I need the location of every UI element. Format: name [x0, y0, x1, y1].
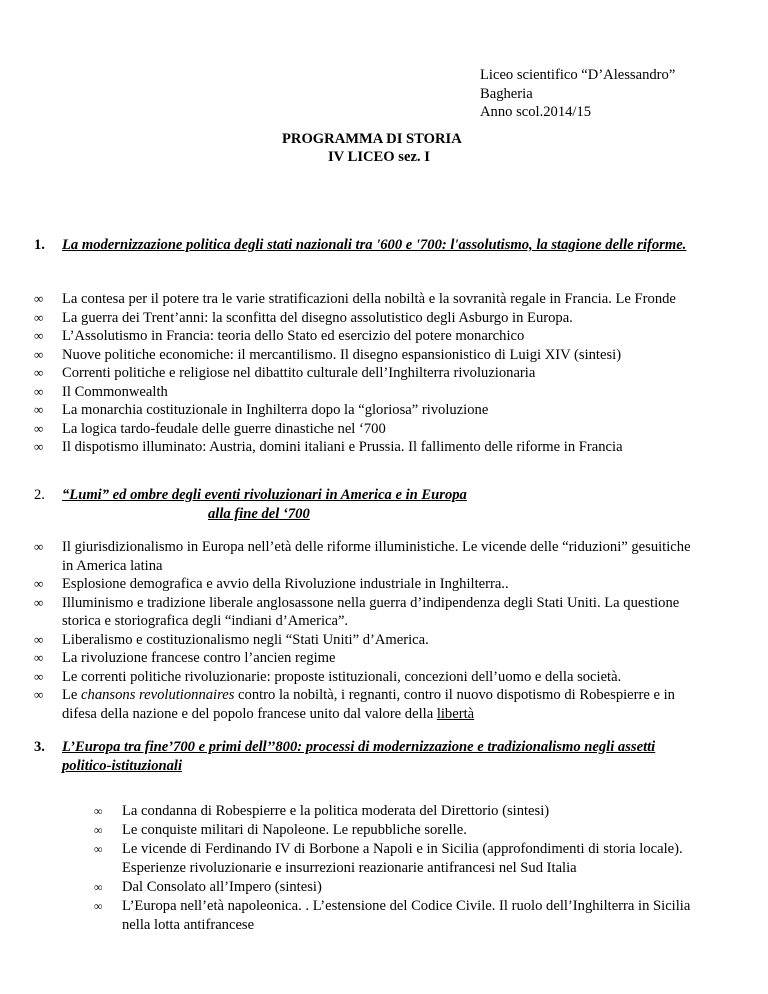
infinity-bullet-icon: ∞: [34, 687, 44, 702]
list-item: ∞ La guerra dei Trent’anni: la sconfitta del disegno assolutistico degli Asburgo in Europa.: [34, 309, 573, 326]
infinity-bullet-icon: ∞: [94, 842, 103, 856]
list-item: ∞ Esplosione demografica e avvio della Rivoluzione industriale in Inghilterra..: [34, 576, 509, 592]
list-item: ∞ L’Europa nell’età napoleonica. . L’estensione del Codice Civile. Il ruolo dell’Inghilterra in Sicilia nella lotta antifrancese: [94, 898, 691, 933]
section-1-number: 1.: [34, 237, 45, 253]
section-1-list: [34, 290, 702, 457]
school-city: Bagheria: [480, 85, 533, 102]
section-2-title-line-1: “Lumi” ed ombre degli eventi rivoluzionari in America e in Europa: [62, 487, 467, 503]
infinity-bullet-icon: ∞: [94, 804, 103, 818]
infinity-bullet-icon: ∞: [94, 899, 103, 913]
list-item: ∞ Dal Consolato all’Impero (sintesi): [94, 879, 322, 895]
section-3-list: [94, 802, 702, 935]
infinity-bullet-icon: ∞: [34, 365, 44, 380]
infinity-bullet-icon: ∞: [34, 420, 44, 436]
infinity-bullet-icon: ∞: [34, 439, 44, 454]
infinity-bullet-icon: ∞: [34, 346, 44, 362]
list-item: ∞ Illuminismo e tradizione liberale anglosassone nella guerra d’indipendenza degli Stati Uniti. La questione storica e storiografica degli “indiani d’America”.: [34, 594, 680, 629]
infinity-bullet-icon: ∞: [34, 383, 44, 399]
list-item: ∞ Il dispotismo illuminato: Austria, domini italiani e Prussia. Il fallimento delle riforme in Francia: [34, 439, 623, 455]
list-item: ∞ La monarchia costituzionale in Inghilterra dopo la “gloriosa” rivoluzione: [34, 402, 489, 418]
infinity-bullet-icon: ∞: [34, 668, 44, 684]
section-3-title: [34, 738, 702, 775]
list-item: ∞ La contesa per il potere tra le varie stratificazioni della nobiltà e la sovranità regale in Francia. Le Fronde: [34, 291, 676, 307]
section-2-title: [34, 486, 702, 523]
section-1-title: [34, 236, 702, 255]
section-1-title-text: La modernizzazione politica degli stati nazionali tra '600 e '700: l'assolutismo, la stagione delle riforme.: [62, 237, 687, 253]
infinity-bullet-icon: ∞: [34, 291, 44, 306]
title-line-2: IV LICEO sez. I: [328, 149, 430, 165]
list-item: ∞ Le chansons revolutionnaires contro la nobiltà, i regnanti, contro il nuovo dispotismo di Robespierre e in difesa della nazione e del popolo francese unito dal valore della libertà: [34, 687, 675, 722]
school-year: Anno scol.2014/15: [480, 104, 592, 120]
infinity-bullet-icon: ∞: [94, 880, 103, 894]
school-name: Liceo scientifico “D’Alessandro”: [480, 67, 676, 83]
list-item: ∞ Correnti politiche e religiose nel dibattito culturale dell’Inghilterra rivoluzionaria: [34, 365, 536, 381]
list-item: ∞ Le vicende di Ferdinando IV di Borbone a Napoli e in Sicilia (approfondimenti di storia locale). Esperienze rivoluzionarie e insurrezioni reazionarie antifrancesi nel Sud Italia: [94, 841, 683, 876]
list-item: ∞ Nuove politiche economiche: il mercantilismo. Il disegno espansionistico di Luigi XIV (sintesi): [34, 346, 622, 363]
infinity-bullet-icon: ∞: [34, 631, 44, 647]
list-item: ∞ La logica tardo-feudale delle guerre dinastiche nel ‘700: [34, 420, 386, 437]
italic-phrase: chansons revolutionnaires: [81, 687, 235, 703]
section-3-title-text: L’Europa tra fine’700 e primi dell’’800: processi di modernizzazione e tradizionalismo negli assetti politico-istituzionali: [62, 739, 656, 774]
infinity-bullet-icon: ∞: [34, 402, 44, 417]
school-header: [480, 66, 675, 122]
infinity-bullet-icon: ∞: [34, 539, 44, 554]
section-2-number: 2.: [34, 487, 45, 503]
infinity-bullet-icon: ∞: [94, 823, 103, 837]
section-2-title-line-2: alla fine del ‘700: [208, 505, 310, 522]
list-item: ∞ La rivoluzione francese contro l’ancien regime: [34, 650, 336, 666]
list-item: ∞ Il giurisdizionalismo in Europa nell’età delle riforme illuministiche. Le vicende delle “riduzioni” gesuitiche in America latina: [34, 539, 691, 574]
infinity-bullet-icon: ∞: [34, 594, 44, 610]
list-item: ∞ Le conquiste militari di Napoleone. Le repubbliche sorelle.: [94, 822, 467, 838]
section-3-number: 3.: [34, 739, 45, 755]
list-item: ∞ Il Commonwealth: [34, 383, 168, 400]
section-2-list: [34, 538, 702, 723]
infinity-bullet-icon: ∞: [34, 576, 44, 591]
list-item: ∞ L’Assolutismo in Francia: teoria dello Stato ed esercizio del potere monarchico: [34, 328, 525, 344]
list-item: ∞ Le correnti politiche rivoluzionarie: proposte istituzionali, concezioni dell’uomo e della società.: [34, 668, 622, 685]
infinity-bullet-icon: ∞: [34, 309, 44, 325]
infinity-bullet-icon: ∞: [34, 650, 44, 665]
list-item: ∞ La condanna di Robespierre e la politica moderata del Direttorio (sintesi): [94, 803, 550, 819]
list-item: ∞ Liberalismo e costituzionalismo negli “Stati Uniti” d’America.: [34, 631, 429, 648]
underlined-word: libertà: [436, 705, 475, 722]
infinity-bullet-icon: ∞: [34, 328, 44, 343]
title-line-1: PROGRAMMA DI STORIA: [282, 131, 462, 147]
